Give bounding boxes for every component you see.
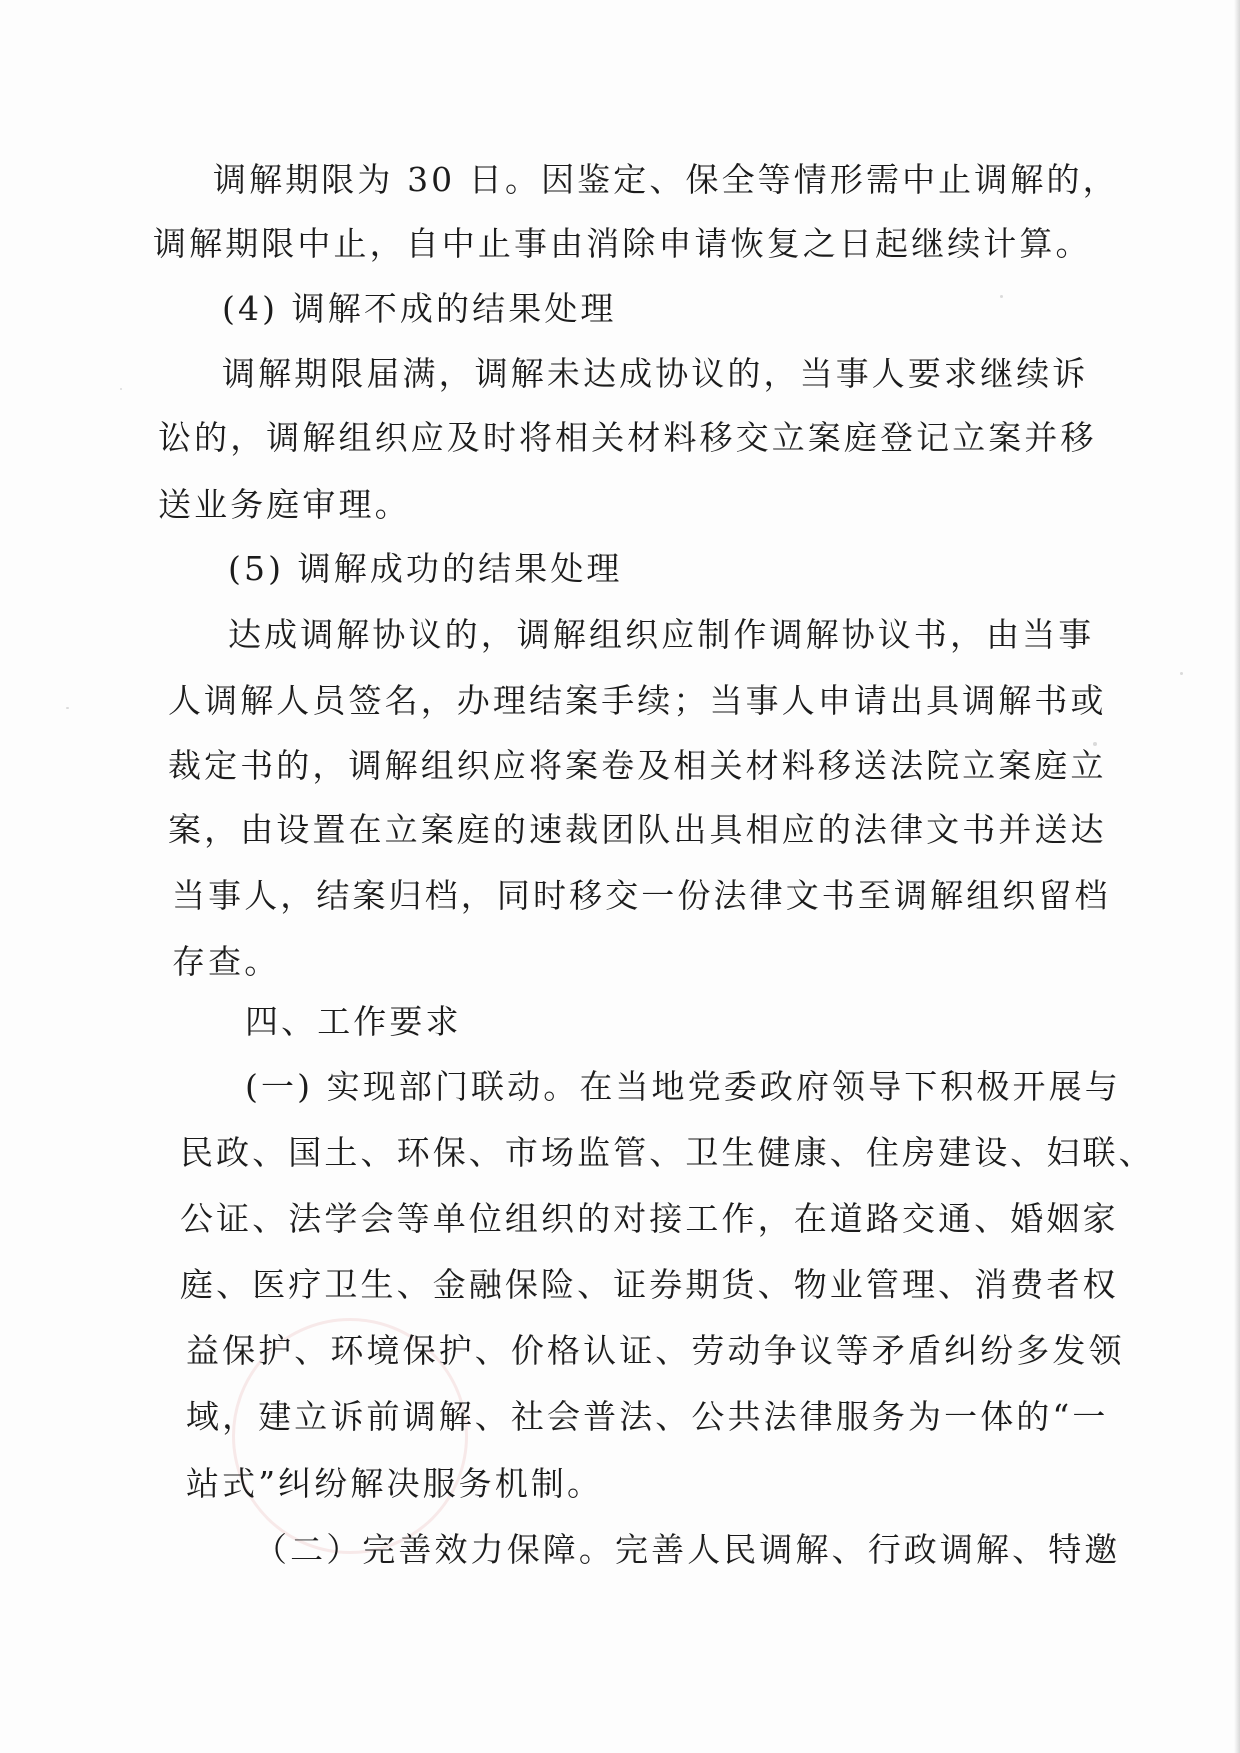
body-line: 域，建立诉前调解、社会普法、公共法律服务为一体的“一 [186,1397,1109,1436]
body-line: 裁定书的，调解组织应将案卷及相关材料移送法院立案庭立 [168,746,1107,785]
chapter-heading: 四、工作要求 [245,1002,462,1041]
body-line: 调解期限中止，自中止事由消除申请恢复之日起继续计算。 [153,224,1092,263]
body-line: 调解期限为 30 日。因鉴定、保全等情形需中止调解的， [213,160,1119,199]
body-line: 益保护、环境保护、价格认证、劳动争议等矛盾纠纷多发领 [186,1331,1125,1370]
section-heading: (4) 调解不成的结果处理 [222,289,617,328]
scan-speck [1180,672,1183,675]
scan-speck [66,707,69,709]
body-line: (一) 实现部门联动。在当地党委政府领导下积极开展与 [245,1067,1121,1106]
body-line: 人调解人员签名，办理结案手续；当事人申请出具调解书或 [168,681,1107,720]
section-heading: (5) 调解成功的结果处理 [228,549,623,588]
body-line: 案，由设置在立案庭的速裁团队出具相应的法律文书并送达 [168,810,1107,849]
body-line: 达成调解协议的，调解组织应制作调解协议书，由当事 [228,615,1095,654]
body-line: （二）完善效力保障。完善人民调解、行政调解、特邀 [254,1530,1121,1569]
body-line: 讼的，调解组织应及时将相关材料移交立案庭登记立案并移 [158,418,1097,457]
body-line: 庭、医疗卫生、金融保险、证券期货、物业管理、消费者权 [180,1265,1119,1304]
body-line: 公证、法学会等单位组织的对接工作，在道路交通、婚姻家 [180,1199,1119,1238]
scan-speck [120,388,122,390]
body-line: 站式”纠纷解决服务机制。 [186,1464,604,1503]
scan-edge-shadow [1234,0,1240,1753]
body-line: 送业务庭审理。 [158,485,411,524]
body-line: 存查。 [172,942,281,981]
body-line: 民政、国土、环保、市场监管、卫生健康、住房建设、妇联、 [180,1133,1155,1172]
scan-speck [1000,295,1003,298]
body-line: 当事人，结案归档，同时移交一份法律文书至调解组织留档 [172,876,1111,915]
body-line: 调解期限届满，调解未达成协议的，当事人要求继续诉 [222,354,1089,393]
